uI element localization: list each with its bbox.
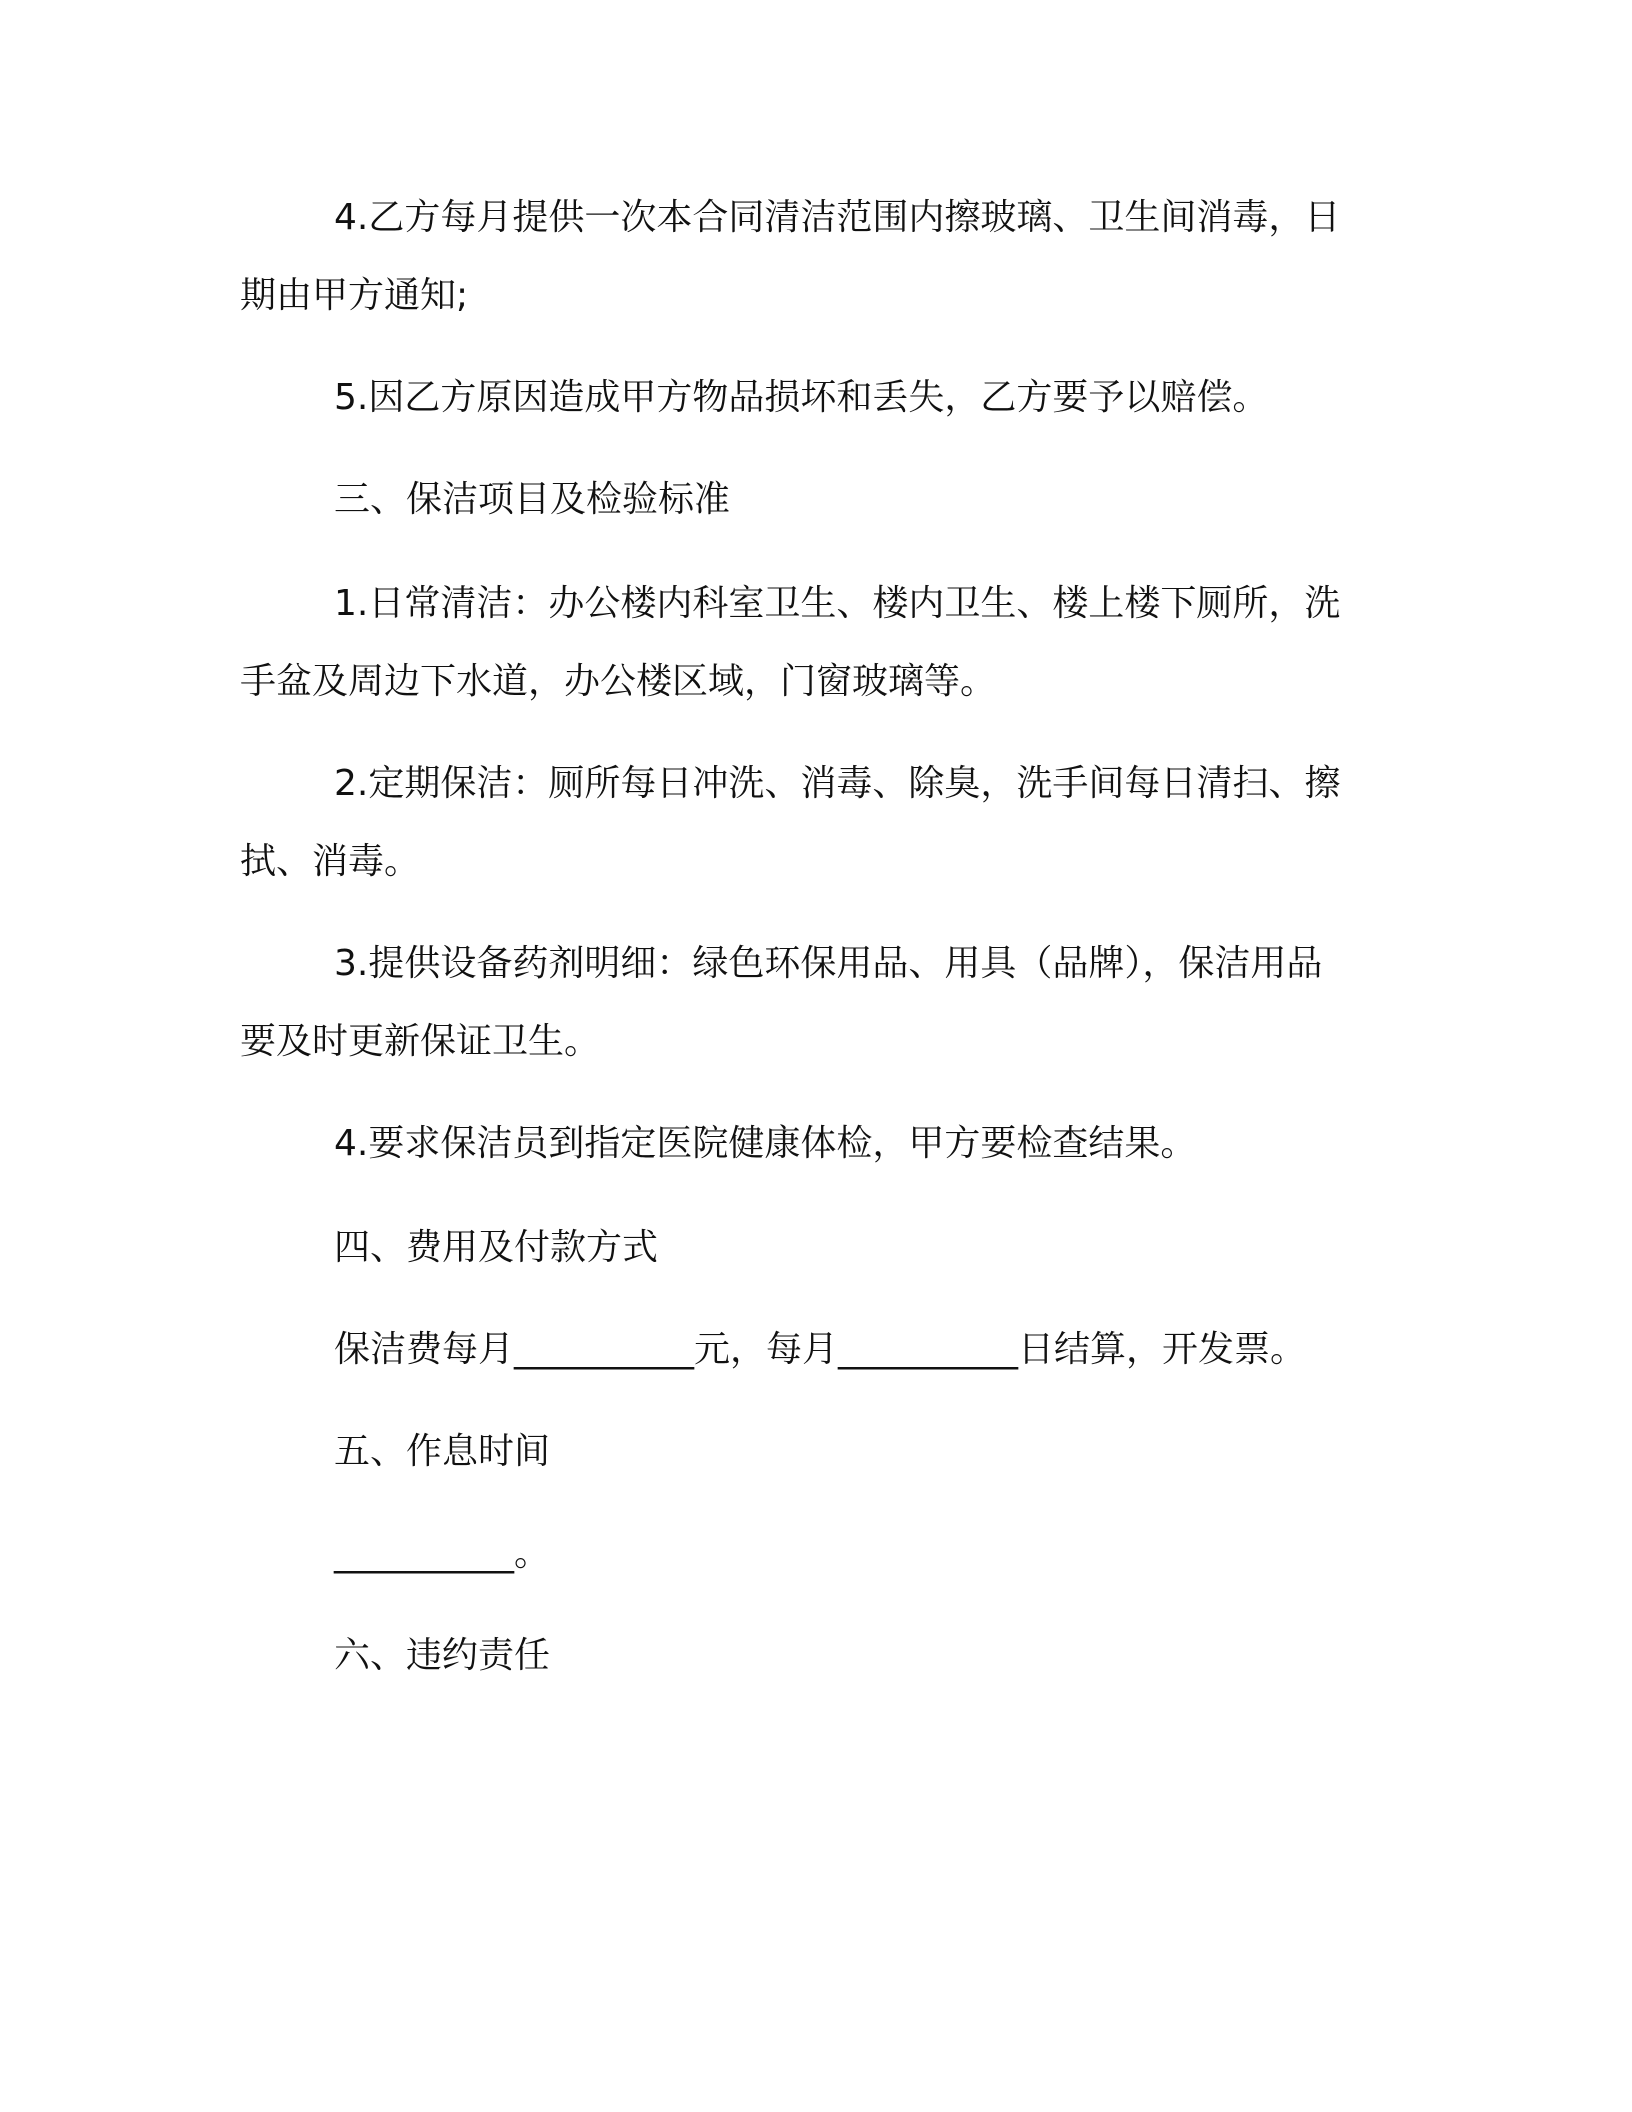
clause-3-1-line-2: 手盆及周边下水道，办公楼区域，门窗玻璃等。 [240,661,997,702]
clause-2-4-line-2: 期由甲方通知; [240,275,469,316]
clause-2-4-line-1: 4.乙方每月提供一次本合同清洁范围内擦玻璃、卫生间消毒，日 [334,197,1341,238]
clause-3-4: 4.要求保洁员到指定医院健康体检，甲方要检查结果。 [334,1123,1197,1164]
section-3-heading: 三、保洁项目及检验标准 [334,479,731,520]
clause-3-2-line-2: 拭、消毒。 [240,841,421,882]
working-hours-blank: __________。 [334,1533,551,1574]
section-6-heading: 六、违约责任 [334,1635,551,1676]
clause-3-1-line-1: 1.日常清洁：办公楼内科室卫生、楼内卫生、楼上楼下厕所，洗 [334,583,1341,624]
section-5-heading: 五、作息时间 [334,1431,551,1472]
section-4-heading: 四、费用及付款方式 [334,1227,659,1268]
clause-3-2-line-1: 2.定期保洁：厕所每日冲洗、消毒、除臭，洗手间每日清扫、擦 [334,763,1341,804]
clause-3-3-line-1: 3.提供设备药剂明细：绿色环保用品、用具（品牌），保洁用品 [334,943,1323,984]
clause-3-3-line-2: 要及时更新保证卫生。 [240,1021,601,1062]
fee-clause: 保洁费每月__________元，每月__________日结算，开发票。 [334,1329,1307,1370]
clause-2-5: 5.因乙方原因造成甲方物品损坏和丢失，乙方要予以赔偿。 [334,377,1269,418]
